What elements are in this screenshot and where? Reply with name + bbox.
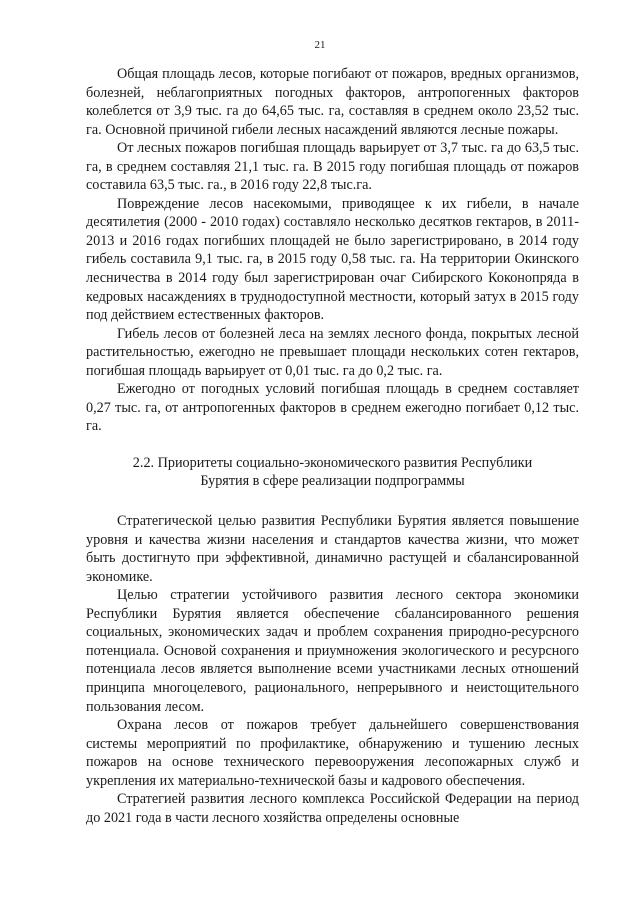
paragraph-fire-loss: От лесных пожаров погибшая площадь варьирует от 3,7 тыс. га до 63,5 тыс. га, в среднем составляя 21,1 тыс. га. В 2015 году погибшая площадь от пожаров составила 63,5 тыс. га., в 2016 году 22,8 тыс.га. (86, 140, 579, 194)
paragraph-weather-loss: Ежегодно от погодных условий погибшая площадь в среднем составляет 0,27 тыс. га, от антропогенных факторов в среднем ежегодно погибает 0,12 тыс. га. (86, 381, 579, 435)
page-number: 21 (314, 39, 326, 51)
section-heading (86, 454, 579, 491)
section-heading-line-2: Бурятия в сфере реализации подпрограммы (200, 473, 465, 490)
paragraph-disease-loss: Гибель лесов от болезней леса на землях лесного фонда, покрытых лесной растительностью, ежегодно не превышает площади нескольких сотен гектаров, погибшая площадь варьирует от 0,01 тыс. га до 0,2 тыс. га. (86, 325, 579, 379)
paragraph-fire-protection: Охрана лесов от пожаров требует дальнейшего совершенствования системы мероприятий по профилактике, обнаружению и тушению лесных пожаров на основе технического перевооружения лесопожарных служб и укрепления их материально-технической базы и кадрового обеспечения. (86, 717, 579, 789)
paragraph-forest-sector-goal: Целью стратегии устойчивого развития лесного сектора экономики Республики Бурятия является обеспечение сбалансированного решения социальных, экономических задач и проблем сохранения природно-ресурсного потенциала. Основой сохранения и приумножения экологического и ресурсного потенциала лесов является выполнение всеми участниками лесных отношений принципа многоцелевого, рационального, непрерывного и неистощительного пользования лесом. (86, 587, 579, 715)
paragraph-strategic-goal: Стратегической целью развития Республики Бурятия является повышение уровня и качества жизни населения и стандартов качества жизни, что может быть достигнуто при эффективной, динамично растущей и сбалансированной экономике. (86, 513, 579, 585)
paragraph-insect-damage: Повреждение лесов насекомыми, приводящее к их гибели, в начале десятилетия (2000 - 2010 годах) составляло несколько десятков гектаров, в 2011-2013 и 2016 годах погибших площадей не было зарегистрировано, в 2014 году гибель составила 9,1 тыс. га, в 2015 году 0,58 тыс. га. На территории Окинского лесничества в 2014 году был зарегистрирован очаг Сибирского Коконопряда в кедровых насаждениях в труднодоступной местности, который затух в 2015 году под действием естественных факторов. (86, 195, 579, 324)
body-text (86, 65, 579, 827)
section-heading-line-1: 2.2. Приоритеты социально-экономического развития Республики (132, 454, 533, 471)
paragraph-total-forest-loss: Общая площадь лесов, которые погибают от пожаров, вредных организмов, болезней, неблагоприятных погодных факторов, антропогенных факторов колеблется от 3,9 тыс. га до 64,65 тыс. га, составляя в среднем около 23,52 тыс. га. Основной причиной гибели лесных насаждений являются лесные пожары. (86, 66, 579, 138)
paragraph-federal-strategy: Стратегией развития лесного комплекса Российской Федерации на период до 2021 года в части лесного хозяйства определены основные (86, 791, 579, 826)
